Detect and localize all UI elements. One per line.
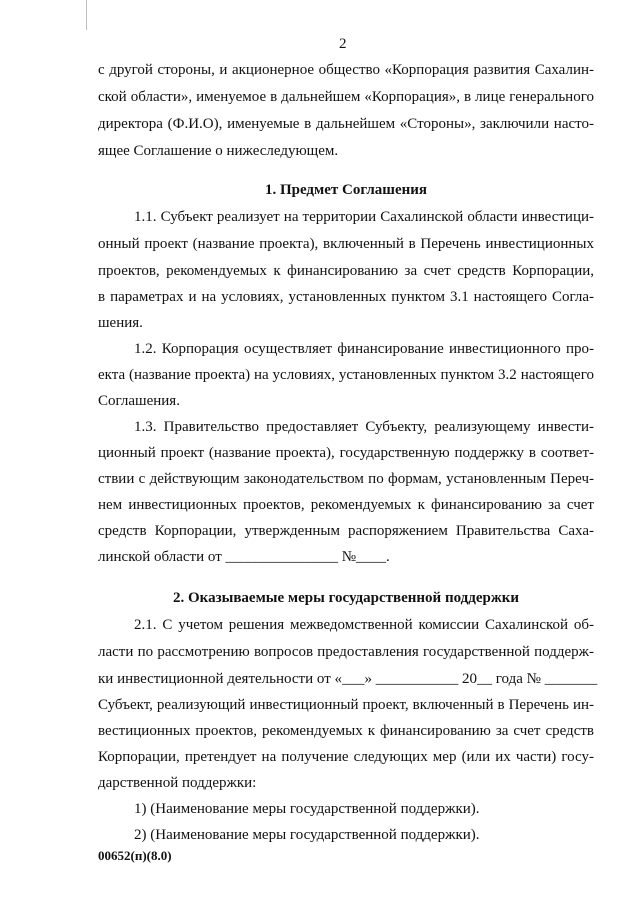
paragraph-1-1-line: проектов, рекомендуемых к финансированию за счет средств Корпорации, (98, 263, 594, 279)
paragraph-1-3-line: ционный проект (название проекта), государственную поддержку в соответ- (98, 445, 594, 461)
list-item: 1) (Наименование меры государственной поддержки). (134, 801, 480, 817)
section-1-heading: 1. Предмет Соглашения (264, 182, 428, 198)
paragraph-2-1-line: дарственной поддержки: (98, 775, 257, 791)
paragraph-1-3-line: линской области от _______________ №____. (98, 549, 390, 565)
document-code: 00652(п)(8.0) (98, 848, 172, 863)
paragraph-1-2-line: екта (название проекта) на условиях, установленных пунктом 3.2 настоящего (98, 367, 594, 383)
page-number: 2 (339, 36, 347, 52)
paragraph-2-1-line: Корпорации, претендует на получение следующих мер (или их части) госу- (98, 749, 594, 765)
intro-line: директора (Ф.И.О), именуемые в дальнейшем «Стороны», заключили насто- (98, 116, 594, 132)
paragraph-1-1-line: в параметрах и на условиях, установленных пунктом 3.1 настоящего Согла- (98, 289, 594, 305)
paragraph-2-1-line: ласти по рассмотрению вопросов предоставления государственной поддерж- (98, 644, 594, 660)
paragraph-2-1-line: 2.1. С учетом решения межведомственной комиссии Сахалинской об- (134, 617, 594, 633)
paragraph-1-3-line: средств Корпорации, утвержденным распоряжением Правительства Саха- (98, 523, 594, 539)
intro-line: с другой стороны, и акционерное общество «Корпорация развития Сахалин- (98, 62, 594, 78)
list-item: 2) (Наименование меры государственной поддержки). (134, 827, 480, 843)
paragraph-2-1-line: ки инвестиционной деятельности от «___» ___________ 20__ года № _______ (98, 671, 598, 687)
paragraph-2-1-line: вестиционных проектов, рекомендуемых к финансированию за счет средств (98, 723, 594, 739)
paragraph-1-1-line: онный проект (название проекта), включенный в Перечень инвестиционных (98, 236, 594, 252)
paragraph-2-1-line: Субъект, реализующий инвестиционный проект, включенный в Перечень ин- (98, 697, 594, 713)
intro-line: ской области», именуемое в дальнейшем «Корпорация», в лице генерального (98, 89, 594, 105)
section-2-heading: 2. Оказываемые меры государственной поддержки (173, 590, 519, 606)
paragraph-1-2-line: 1.2. Корпорация осуществляет финансирование инвестиционного про- (134, 341, 594, 357)
paragraph-1-2-line: Соглашения. (98, 393, 180, 409)
paragraph-1-3-line: 1.3. Правительство предоставляет Субъекту, реализующему инвести- (134, 419, 594, 435)
paragraph-1-1-line: шения. (98, 315, 143, 331)
paragraph-1-3-line: ствии с действующим законодательством по формам, установленным Переч- (98, 471, 594, 487)
paragraph-1-3-line: нем инвестиционных проектов, рекомендуемых к финансированию за счет (98, 497, 594, 513)
intro-line: ящее Соглашение о нижеследующем. (98, 143, 339, 159)
paragraph-1-1-line: 1.1. Субъект реализует на территории Сахалинской области инвестици- (134, 209, 594, 225)
scan-edge-line (86, 0, 87, 30)
